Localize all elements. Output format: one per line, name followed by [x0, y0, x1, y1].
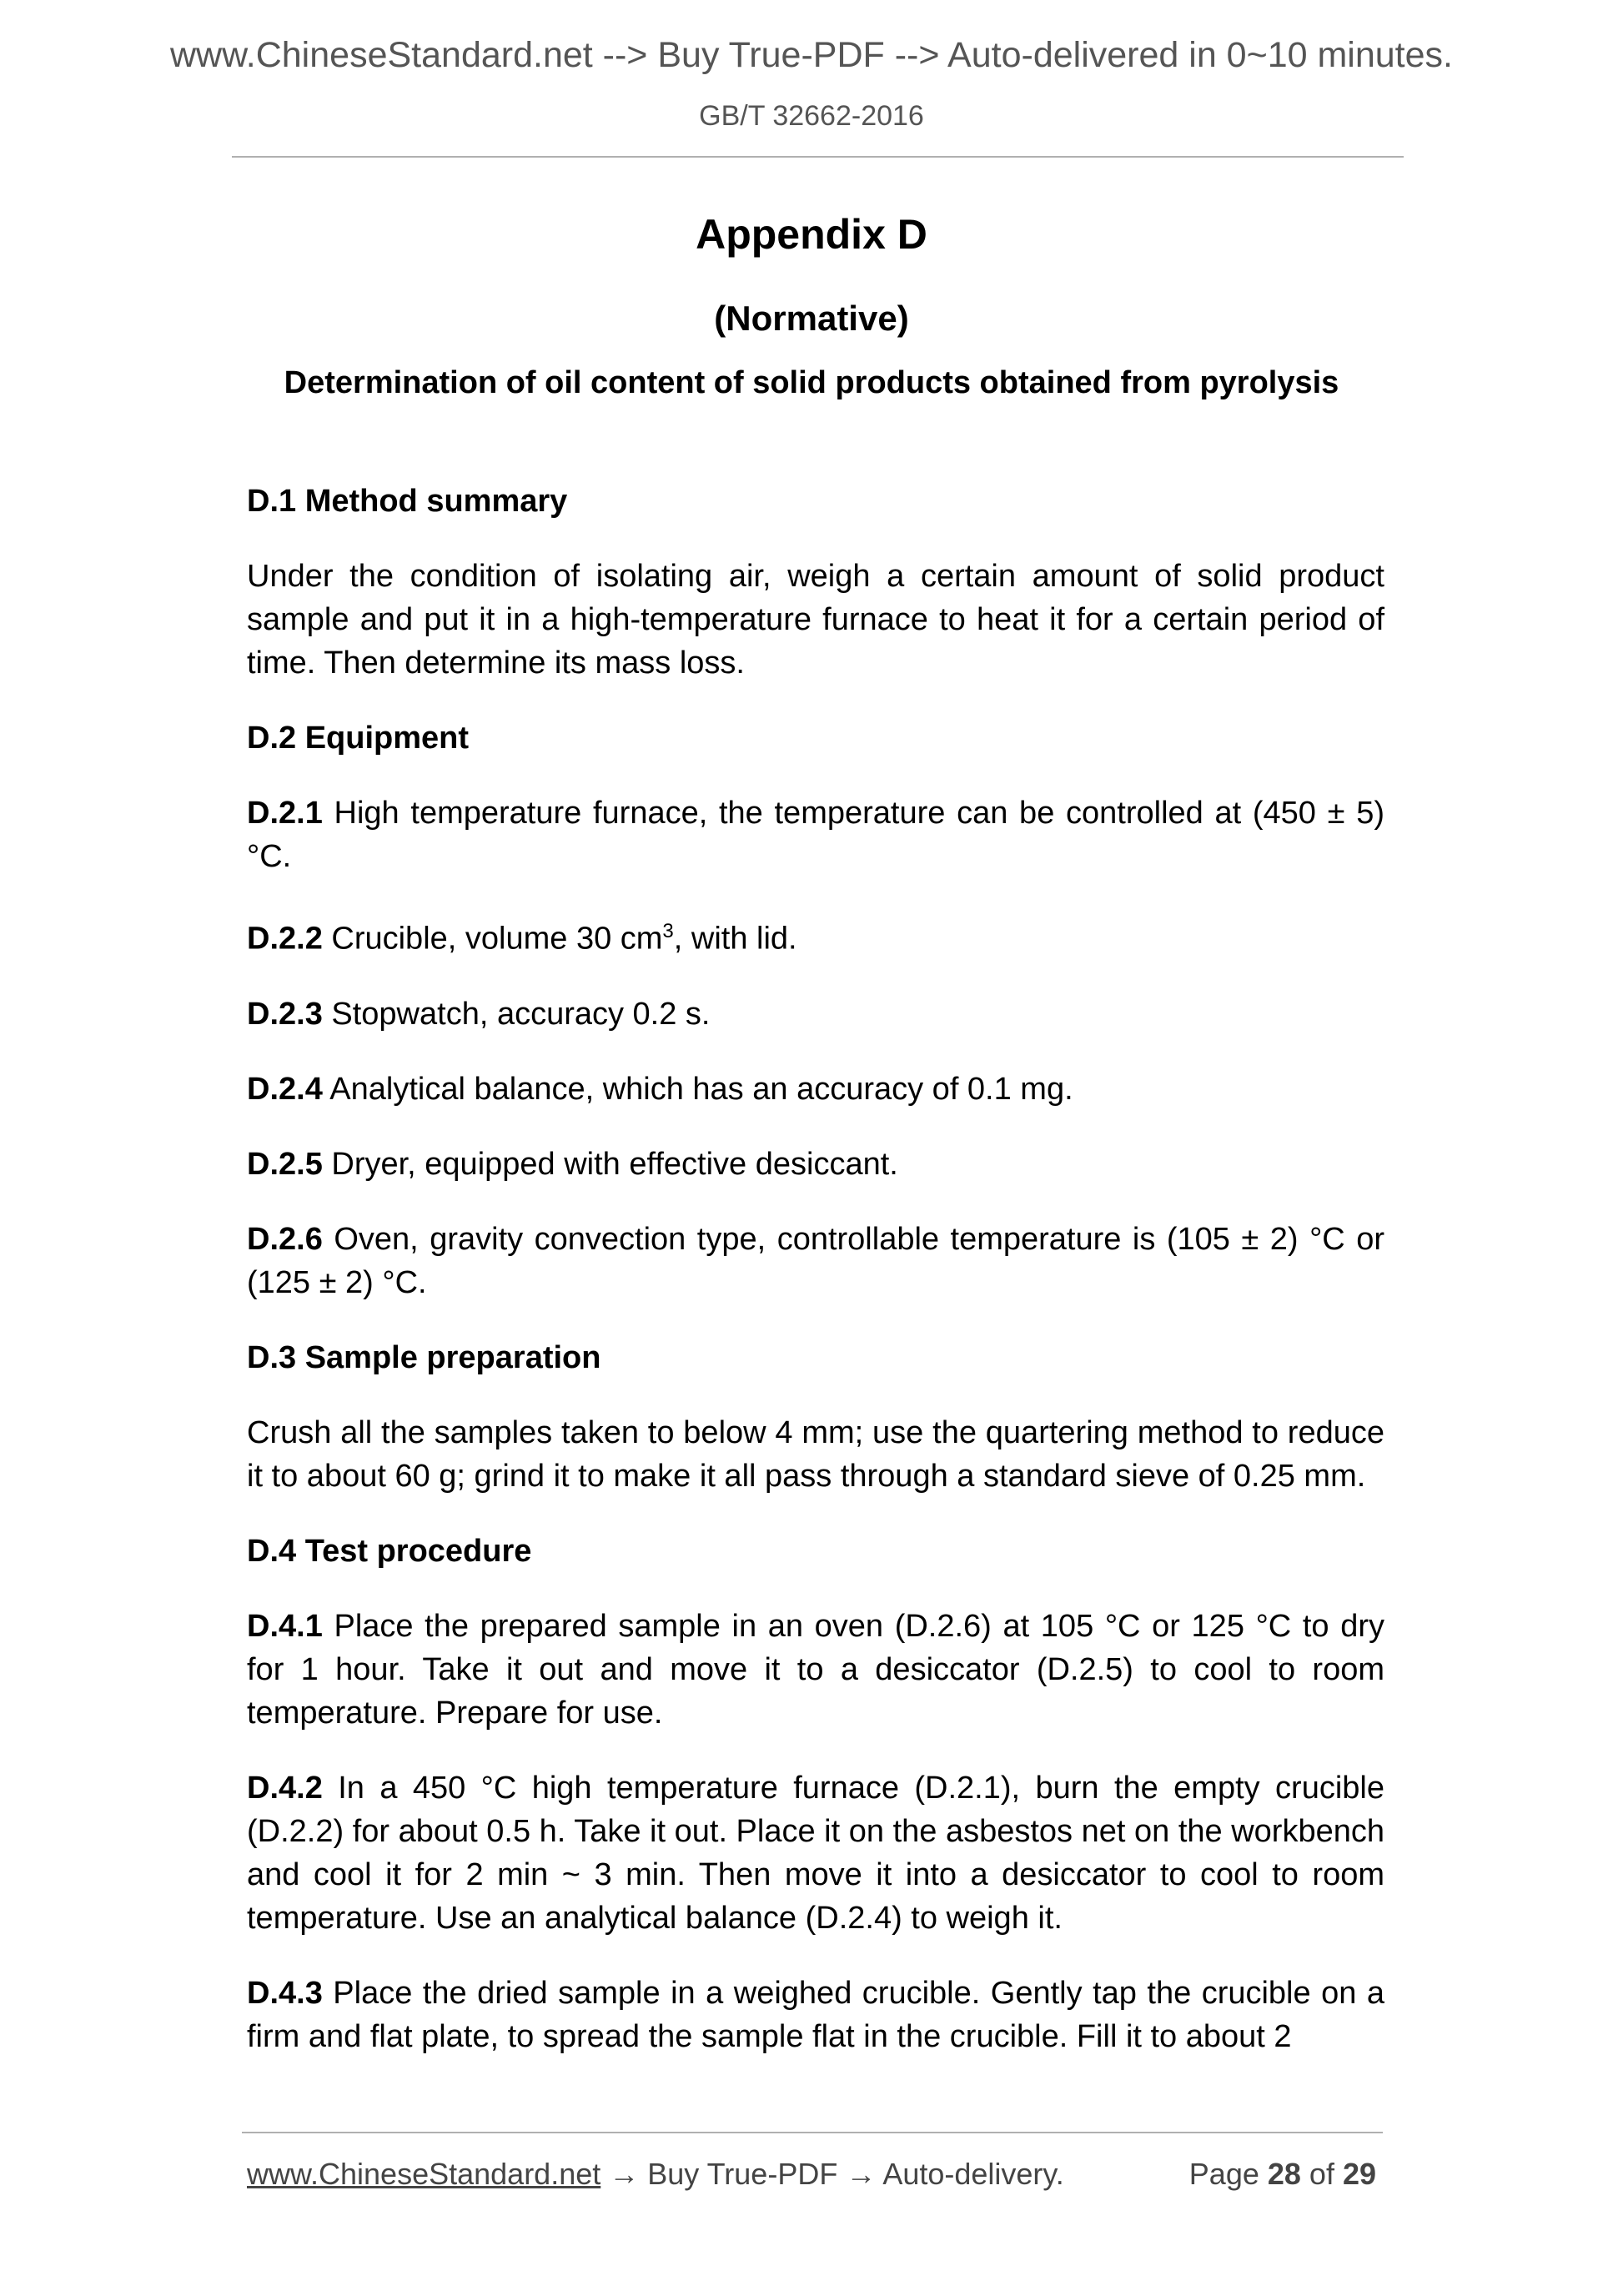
clause-d2-6: [247, 1218, 1384, 1304]
appendix-title: Appendix D: [696, 211, 927, 258]
clause-text: Place the dried sample in a weighed crucible. Gently tap the crucible on a firm and flat plate, to spread the sample flat in the crucible. Fill it to about 2: [247, 1975, 1384, 2054]
page-counter: [1189, 2157, 1376, 2192]
clause-id: D.2.1: [247, 796, 323, 831]
clause-d4-3: [247, 1972, 1384, 2058]
document-code: GB/T 32662-2016: [699, 100, 924, 132]
clause-d4-2: [247, 1766, 1384, 1940]
superscript: 3: [662, 920, 674, 942]
page-label: Page: [1188, 2157, 1268, 2191]
clause-d2-5: [247, 1143, 1384, 1186]
clause-id: D.2.4: [247, 1071, 323, 1107]
appendix-description: Determination of oil content of solid products obtained from pyrolysis: [284, 365, 1339, 400]
footer-promo-text: → Buy True-PDF → Auto-delivery.: [600, 2157, 1064, 2191]
clause-id: D.2.6: [247, 1221, 323, 1257]
clause-text: Dryer, equipped with effective desiccant.: [322, 1146, 898, 1182]
page-of-label: of: [1300, 2157, 1343, 2191]
clause-id: D.4.3: [247, 1975, 323, 2011]
clause-id: D.2.3: [247, 996, 323, 1032]
page-footer: [247, 2157, 1384, 2198]
section-heading-d2: D.2 Equipment: [247, 721, 470, 756]
footer-divider: [242, 2132, 1383, 2133]
clause-id: D.4.2: [247, 1770, 323, 1806]
clause-d4-1: [247, 1605, 1384, 1735]
section-heading-d3: D.3 Sample preparation: [247, 1339, 601, 1375]
header-banner: www.ChineseStandard.net --> Buy True-PDF --> Auto-delivered in 0~10 minutes.: [169, 35, 1453, 75]
footer-promo: [247, 2157, 1064, 2192]
section-heading-d4: D.4 Test procedure: [247, 1533, 532, 1569]
section-text-d3: Crush all the samples taken to below 4 mm; use the quartering method to reduce it to about 60 g; grind it to make it all pass through a standard sieve of 0.25 mm.: [247, 1414, 1384, 1494]
clause-text: Place the prepared sample in an oven (D.2.6) at 105 °C or 125 °C to dry for 1 hour. Take it out and move it to a desiccator (D.2.5) to cool to room temperature. Prepare for use.: [247, 1608, 1384, 1731]
clause-text: Oven, gravity convection type, controllable temperature is (105 ± 2) °C or (125 ± 2) °C.: [247, 1221, 1384, 1300]
clause-id: D.2.5: [247, 1146, 323, 1182]
clause-text: Stopwatch, accuracy 0.2 s.: [322, 996, 711, 1032]
section-text-d1: Under the condition of isolating air, weigh a certain amount of solid product sample and put it in a high-temperature furnace to heat it for a certain period of time. Then determine its mass loss.: [247, 559, 1384, 681]
clause-d2-3: [247, 992, 1384, 1036]
footer-website-link[interactable]: www.ChineseStandard.net: [247, 2157, 601, 2191]
clause-d2-4: [247, 1068, 1384, 1111]
clause-id: D.2.2: [247, 921, 323, 957]
page-total: 29: [1342, 2157, 1376, 2191]
clause-id: D.4.1: [247, 1608, 323, 1644]
clause-text: High temperature furnace, the temperature can be controlled at (450 ± 5) °C.: [247, 796, 1384, 874]
clause-d2-2: [247, 910, 1384, 961]
clause-text: Analytical balance, which has an accuracy of 0.1 mg.: [322, 1071, 1073, 1107]
document-body: [247, 480, 1384, 2090]
clause-text: Crucible, volume 30 cm: [322, 921, 663, 957]
clause-d2-1: [247, 791, 1384, 878]
page-current: 28: [1267, 2157, 1301, 2191]
clause-text: In a 450 °C high temperature furnace (D.2.1), burn the empty crucible (D.2.2) for about 0.5 h. Take it out. Place it on the asbestos net on the workbench and cool it for 2 min ~ 3 min. Then move it into a desiccator to cool to room temperature. Use an analytical balance (D.2.4) to weigh it.: [247, 1770, 1384, 1936]
section-heading-d1: D.1 Method summary: [247, 484, 568, 519]
header-divider: [232, 156, 1404, 158]
appendix-subtitle: (Normative): [714, 299, 909, 338]
clause-text-tail: , with lid.: [673, 921, 797, 957]
